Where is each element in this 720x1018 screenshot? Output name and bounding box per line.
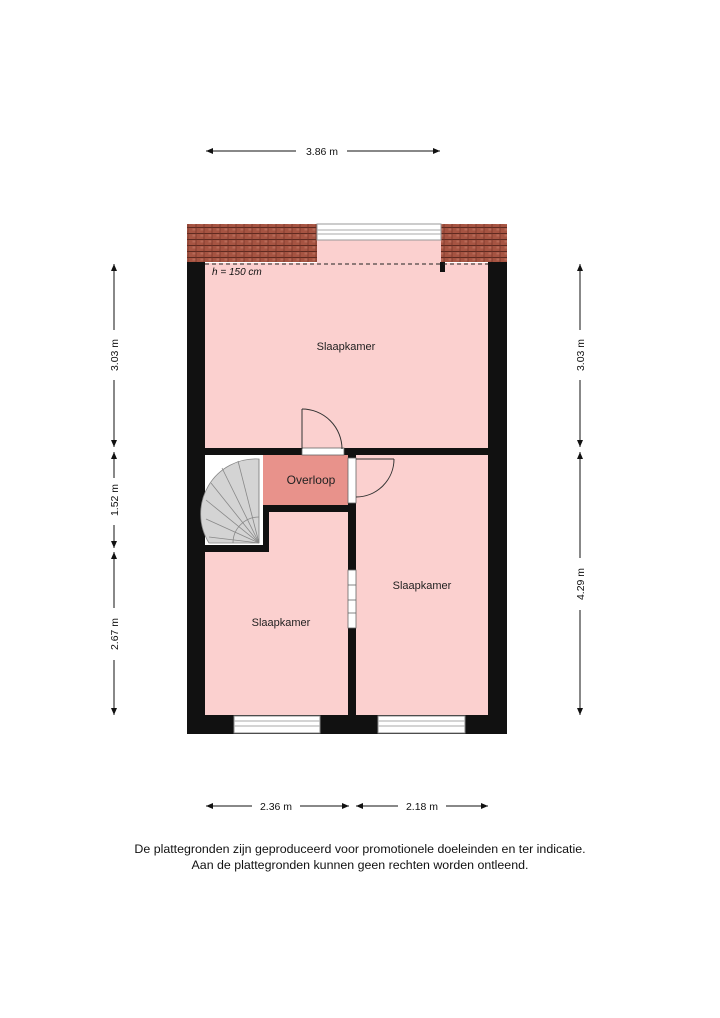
dimension-right-lower [575, 452, 587, 715]
wall-stair-right [263, 505, 269, 552]
height-note: h = 150 cm [212, 267, 262, 278]
dimension-right-lower-label: 4.29 m [575, 567, 587, 601]
window-bottom-left [234, 716, 320, 733]
dimension-left-lower-label: 2.67 m [109, 617, 121, 651]
room-label-top: Slaapkamer [316, 341, 376, 353]
dimension-left-upper [109, 264, 121, 447]
dimension-bottom-left-label: 2.36 m [259, 801, 293, 813]
dimension-left-middle [109, 452, 121, 548]
dimension-bottom-right [356, 801, 488, 813]
wall-horizontal-upper [205, 448, 488, 455]
door-opening-top [302, 448, 344, 455]
dimension-left-middle-label: 1.52 m [109, 483, 121, 517]
dormer-window [317, 224, 441, 240]
roof-tiles-right [441, 224, 507, 262]
closet-opening [348, 570, 356, 628]
room-label-bottom-left: Slaapkamer [251, 617, 311, 629]
dimension-left-upper-label: 3.03 m [109, 338, 121, 372]
dormer-floor [317, 240, 441, 263]
dimension-top [206, 146, 440, 158]
dimension-top-label: 3.86 m [305, 146, 339, 158]
dimension-bottom-left [206, 801, 349, 813]
window-bottom-right [378, 716, 465, 733]
dimension-left-lower [109, 552, 121, 715]
room-label-right: Slaapkamer [392, 580, 452, 592]
room-label-landing: Overloop [286, 473, 336, 487]
door-opening-right [348, 458, 356, 503]
wall-landing-bottom [263, 505, 348, 512]
disclaimer [0, 841, 720, 873]
dimension-right-upper [575, 264, 587, 447]
disclaimer-line-1: De plattegronden zijn geproduceerd voor promotionele doeleinden en ter indicatie. [134, 842, 586, 856]
disclaimer-line-2: Aan de plattegronden kunnen geen rechten worden ontleend. [191, 858, 529, 872]
wall-left [187, 262, 205, 734]
wall-right [488, 262, 507, 734]
wall-stair-bottom [205, 545, 269, 552]
room-top-fill [205, 263, 488, 448]
dimension-right-upper-label: 3.03 m [575, 338, 587, 372]
dimension-bottom-right-label: 2.18 m [405, 801, 439, 813]
roof-tiles-left [187, 224, 317, 262]
